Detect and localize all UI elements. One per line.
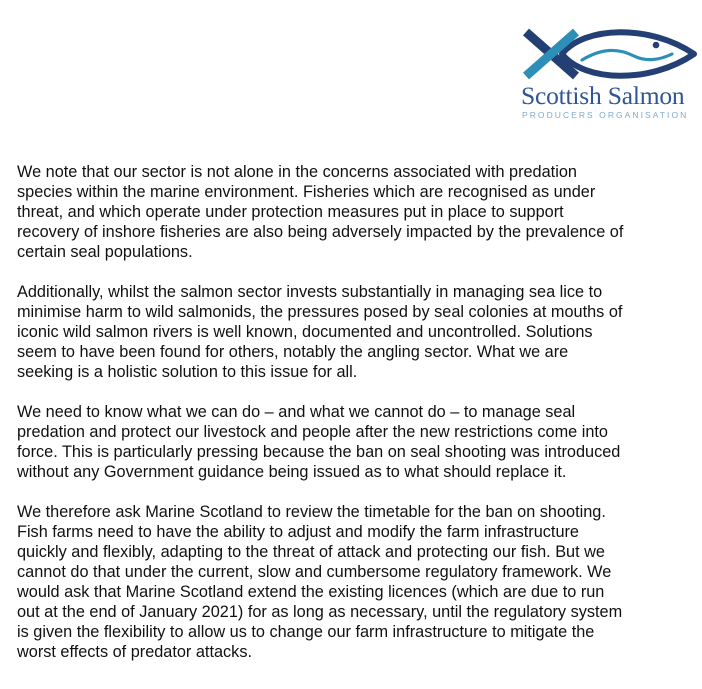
- paragraph-guidance: We need to know what we can do – and what we cannot do – to manage seal predation and protect our livestock and people after the new restrictions come into force. This is particularly pressing because the ban on seal shooting was introduced without any Government guidance being issued as to what should replace it.: [17, 403, 621, 481]
- company-logo: [515, 18, 697, 122]
- fish-logo-icon: [522, 18, 697, 90]
- logo-name: Scottish Salmon: [521, 81, 685, 110]
- paragraph-sea-lice: Additionally, whilst the salmon sector invests substantially in managing sea lice to minimise harm to wild salmonids, the pressures posed by seal colonies at mouths of iconic wild salmon rivers is well known, documented and uncontrolled. Solutions seem to have been found for others, notably the angling sector. What we are seeking is a holistic solution to this issue for all.: [17, 283, 623, 381]
- letter-body: [17, 162, 699, 682]
- paragraph-predation-species: We note that our sector is not alone in the concerns associated with predation species within the marine environment. Fisheries which are recognised as under threat, and which operate under protection measures put in place to support recovery of inshore fisheries are also being adversely impacted by the prevalence of certain seal populations.: [17, 163, 624, 261]
- paragraph-request: We therefore ask Marine Scotland to review the timetable for the ban on shooting. Fish farms need to have the ability to adjust and modify the farm infrastructure quickly and flexibly, adapting to the threat of attack and protecting our fish. But we cannot do that under the current, slow and cumbersome regulatory framework. We would ask that Marine Scotland extend the existing licences (which are due to run out at the end of January 2021) for as long as necessary, until the regulatory system is given the flexibility to allow us to change our farm infrastructure to mitigate the worst effects of predator attacks.: [17, 503, 623, 661]
- logo-subtitle: PRODUCERS ORGANISATION: [522, 110, 689, 120]
